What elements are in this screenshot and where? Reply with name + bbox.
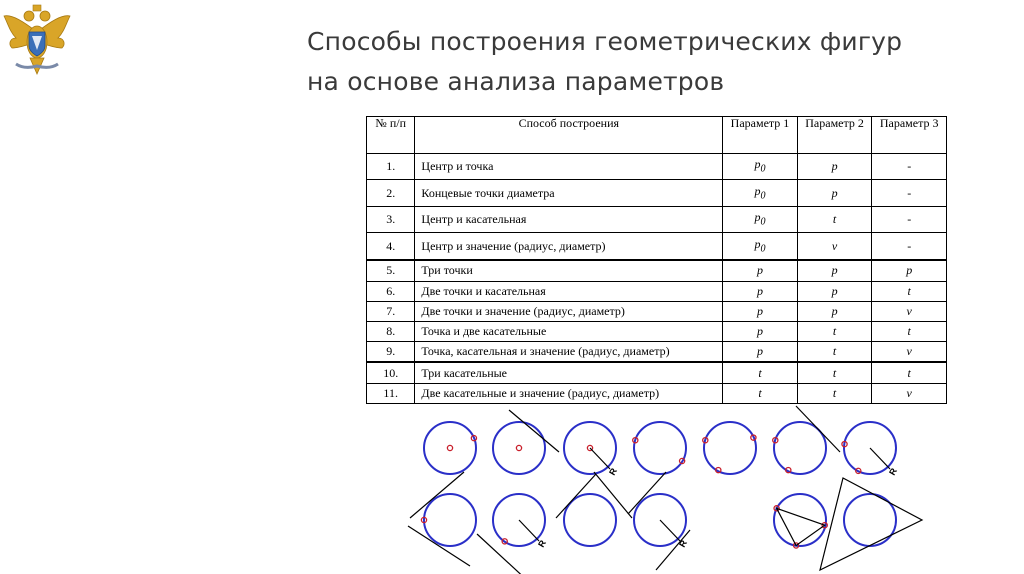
- tangent-line: [408, 526, 470, 566]
- header-param-1: Параметр 1: [723, 117, 798, 154]
- radius-label: R: [607, 466, 619, 477]
- radius-label: R: [887, 466, 899, 477]
- row-param-2: p: [797, 281, 872, 301]
- row-param-2: p: [797, 154, 872, 180]
- title-line-2: на основе анализа параметров: [307, 67, 725, 96]
- row-param-3: -: [872, 180, 947, 206]
- header-param-2: Параметр 2: [797, 117, 872, 154]
- subscript: 0: [760, 163, 766, 175]
- subscript: 0: [760, 243, 766, 254]
- tangent-line: [590, 448, 610, 469]
- row-param-1: p: [723, 281, 798, 301]
- tangent-line: [660, 520, 680, 541]
- row-param-3: -: [872, 233, 947, 260]
- row-method: Точка, касательная и значение (радиус, диаметр): [415, 342, 723, 363]
- row-param-3: -: [872, 154, 947, 180]
- row-number: 4.: [367, 233, 415, 260]
- row-number: 10.: [367, 362, 415, 383]
- row-number: 5.: [367, 260, 415, 281]
- construction-circle: [424, 494, 476, 546]
- circumscribed-triangle: [820, 478, 922, 570]
- row-method: Центр и точка: [415, 154, 723, 180]
- row-param-2: t: [797, 321, 872, 341]
- row-param-1: $p_0$: [723, 233, 798, 260]
- row-param-1: p: [723, 342, 798, 363]
- header-number: № п/п: [367, 117, 415, 154]
- row-param-2: p: [797, 260, 872, 281]
- header-param-3: Параметр 3: [872, 117, 947, 154]
- row-param-1: t: [723, 383, 798, 403]
- row-param-3: v: [872, 342, 947, 363]
- row-method: Две касательные и значение (радиус, диаметр): [415, 383, 723, 403]
- header-method: Способ построения: [415, 117, 723, 154]
- row-method: Точка и две касательные: [415, 321, 723, 341]
- row-number: 2.: [367, 180, 415, 206]
- subscript: 0: [760, 189, 766, 201]
- row-number: 3.: [367, 206, 415, 232]
- construction-circle: [774, 494, 826, 546]
- row-param-3: t: [872, 321, 947, 341]
- construction-circle: [564, 494, 616, 546]
- row-param-1: p: [723, 321, 798, 341]
- construction-circle: [493, 422, 545, 474]
- row-param-2: t: [797, 342, 872, 363]
- row-param-3: v: [872, 383, 947, 403]
- row-number: 8.: [367, 321, 415, 341]
- tangent-line: [556, 474, 596, 518]
- row-method: Три точки: [415, 260, 723, 281]
- row-param-1: p: [723, 260, 798, 281]
- row-number: 6.: [367, 281, 415, 301]
- tangent-line: [870, 448, 890, 469]
- radius-label: R: [677, 538, 689, 549]
- row-method: Две точки и значение (радиус, диаметр): [415, 301, 723, 321]
- row-number: 1.: [367, 154, 415, 180]
- construction-circle: [634, 422, 686, 474]
- construction-circle: [424, 422, 476, 474]
- row-param-1: $p_0$: [723, 206, 798, 232]
- row-param-2: p: [797, 301, 872, 321]
- radius-label: R: [536, 538, 548, 549]
- row-method: Три касательные: [415, 362, 723, 383]
- row-param-1: $p_0$: [723, 180, 798, 206]
- row-param-2: t: [797, 206, 872, 232]
- row-param-1: t: [723, 362, 798, 383]
- row-param-3: t: [872, 362, 947, 383]
- construction-circle: [704, 422, 756, 474]
- construction-point: [516, 445, 521, 450]
- row-number: 7.: [367, 301, 415, 321]
- title-line-1: Способы построения геометрических фигур: [307, 27, 903, 56]
- row-param-3: p: [872, 260, 947, 281]
- row-number: 11.: [367, 383, 415, 403]
- row-param-3: t: [872, 281, 947, 301]
- tangent-line: [519, 520, 539, 541]
- tangent-line: [509, 410, 559, 452]
- construction-point: [447, 445, 452, 450]
- row-method: Концевые точки диаметра: [415, 180, 723, 206]
- row-param-2: v: [797, 233, 872, 260]
- tangent-line: [656, 530, 690, 570]
- row-param-3: v: [872, 301, 947, 321]
- row-param-1: p: [723, 301, 798, 321]
- row-param-2: t: [797, 383, 872, 403]
- row-method: Две точки и касательная: [415, 281, 723, 301]
- row-param-2: p: [797, 180, 872, 206]
- row-method: Центр и касательная: [415, 206, 723, 232]
- tangent-line: [796, 406, 840, 452]
- row-param-3: -: [872, 206, 947, 232]
- subscript: 0: [760, 216, 766, 228]
- row-param-1: $p_0$: [723, 154, 798, 180]
- row-number: 9.: [367, 342, 415, 363]
- tangent-line: [628, 472, 666, 514]
- row-param-2: t: [797, 362, 872, 383]
- row-method: Центр и значение (радиус, диаметр): [415, 233, 723, 260]
